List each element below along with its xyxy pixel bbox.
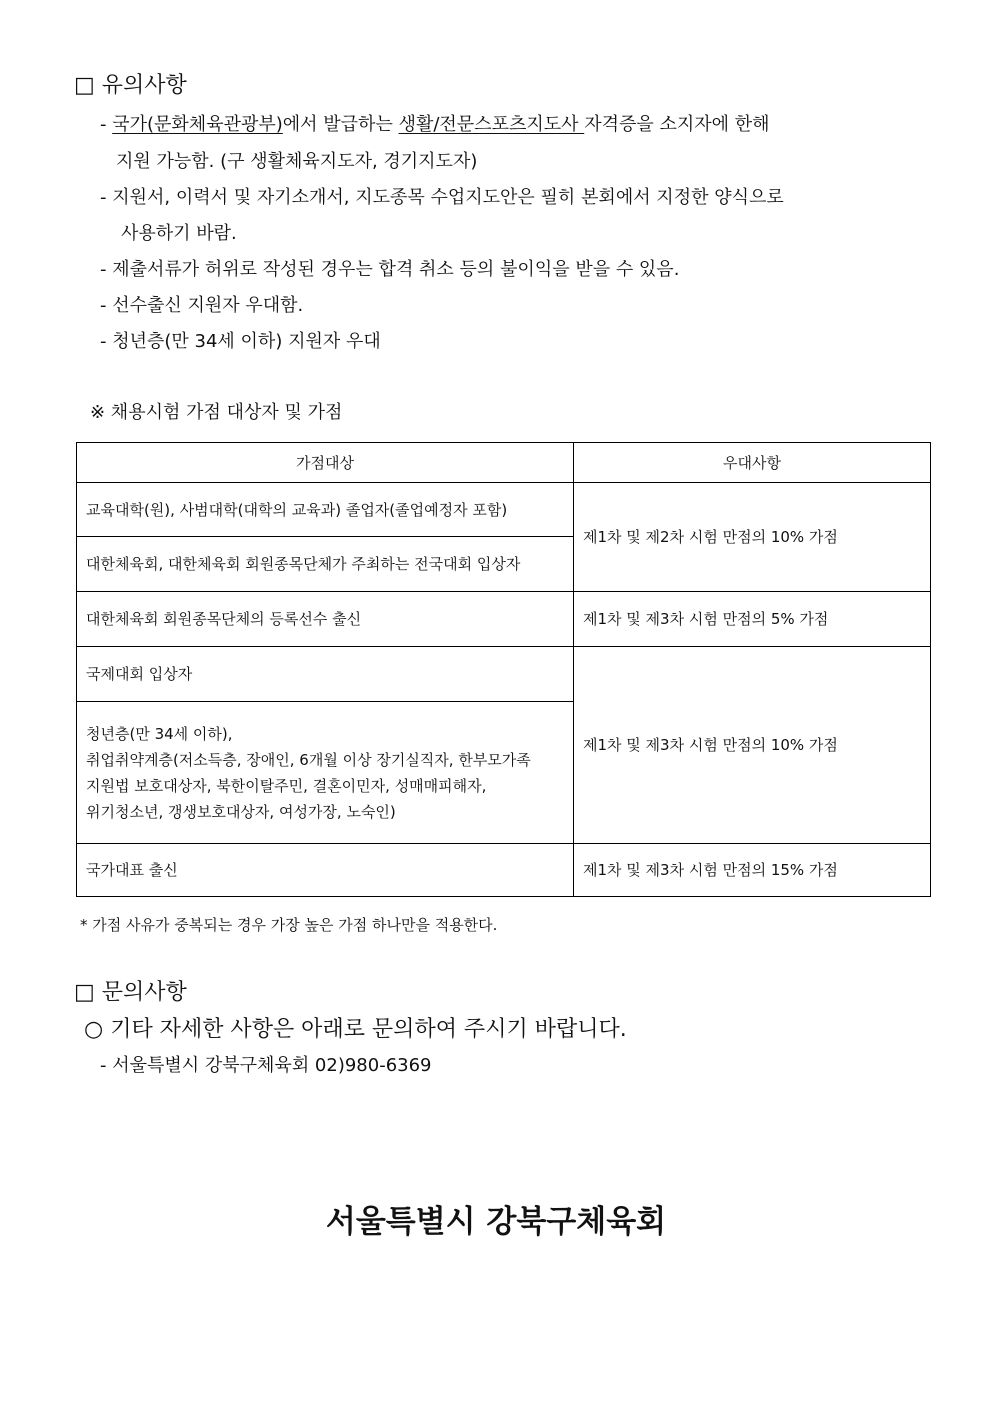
target-line: 지원법 보호대상자, 북한이탈주민, 결혼이민자, 성매매피해자, (86, 776, 487, 795)
benefit-cell: 제1차 및 제3차 시험 만점의 5% 가점 (574, 592, 931, 647)
footnote: * 가점 사유가 중복되는 경우 가장 높은 가점 하나만을 적용한다. (80, 916, 498, 934)
table-row (77, 647, 931, 702)
target-cell: 국가대표 출신 (77, 844, 574, 897)
target-line: 청년층(만 34세 이하), (86, 724, 233, 743)
notice-item-1 (100, 110, 770, 136)
ministry-text: 국가(문화체육관광부) (112, 114, 283, 135)
notice-text: 에서 발급하는 (282, 114, 399, 135)
notice-item-5 (100, 327, 381, 353)
notice-item-4 (100, 291, 303, 317)
inquiry-title: □ 문의사항 (74, 980, 187, 1005)
notice-item-2 (100, 183, 784, 209)
notice-item-3 (100, 255, 679, 281)
bonus-table (76, 442, 931, 897)
dash: - (100, 259, 107, 280)
dash: - (100, 114, 107, 135)
notice-text: 선수출신 지원자 우대함. (112, 295, 304, 316)
notice-text: 제출서류가 허위로 작성된 경우는 합격 취소 등의 불이익을 받을 수 있음. (112, 259, 680, 280)
target-cell: 대한체육회 회원종목단체의 등록선수 출신 (77, 592, 574, 647)
table-row (77, 844, 931, 897)
certificate-text: 생활/전문스포츠지도사 (398, 114, 585, 135)
inquiry-item: ○ 기타 자세한 사항은 아래로 문의하여 주시기 바랍니다. (84, 1017, 627, 1042)
table-row (77, 592, 931, 647)
notice-text: 지원서, 이력서 및 자기소개서, 지도종목 수업지도안은 필히 본회에서 지정한 양식으로 (112, 187, 784, 208)
notice-text: 자격증을 소지자에 한해 (584, 114, 770, 135)
target-cell: 국제대회 입상자 (77, 647, 574, 702)
benefit-cell: 제1차 및 제2차 시험 만점의 10% 가점 (574, 483, 931, 592)
benefit-cell: 제1차 및 제3차 시험 만점의 15% 가점 (574, 844, 931, 897)
target-line: 취업취약계층(저소득층, 장애인, 6개월 이상 장기실직자, 한부모가족 (86, 750, 531, 769)
dash: - (100, 331, 107, 352)
header-target: 가점대상 (77, 443, 574, 483)
dash: - (100, 295, 107, 316)
bonus-heading: ※ 채용시험 가점 대상자 및 가점 (90, 402, 343, 423)
table-row (77, 483, 931, 537)
target-cell: 교육대학(원), 사범대학(대학의 교육과) 졸업자(졸업예정자 포함) (77, 483, 574, 537)
table-header-row (77, 443, 931, 483)
target-line: 위기청소년, 갱생보호대상자, 여성가장, 노숙인) (86, 802, 396, 821)
notice-text: 청년층(만 34세 이하) 지원자 우대 (112, 331, 381, 352)
header-benefit: 우대사항 (574, 443, 931, 483)
target-cell: 대한체육회, 대한체육회 회원종목단체가 주최하는 전국대회 입상자 (77, 537, 574, 592)
dash: - (100, 187, 107, 208)
notice-item-2-cont: 사용하기 바람. (121, 223, 237, 244)
notice-item-1-cont: 지원 가능함. (구 생활체육지도자, 경기지도자) (116, 151, 478, 172)
notice-title: □ 유의사항 (74, 73, 187, 98)
target-cell-multiline (77, 702, 574, 844)
organization-name: 서울특별시 강북구체육회 (325, 1204, 667, 1240)
contact-line: - 서울특별시 강북구체육회 02)980-6369 (100, 1055, 432, 1076)
benefit-cell: 제1차 및 제3차 시험 만점의 10% 가점 (574, 647, 931, 844)
